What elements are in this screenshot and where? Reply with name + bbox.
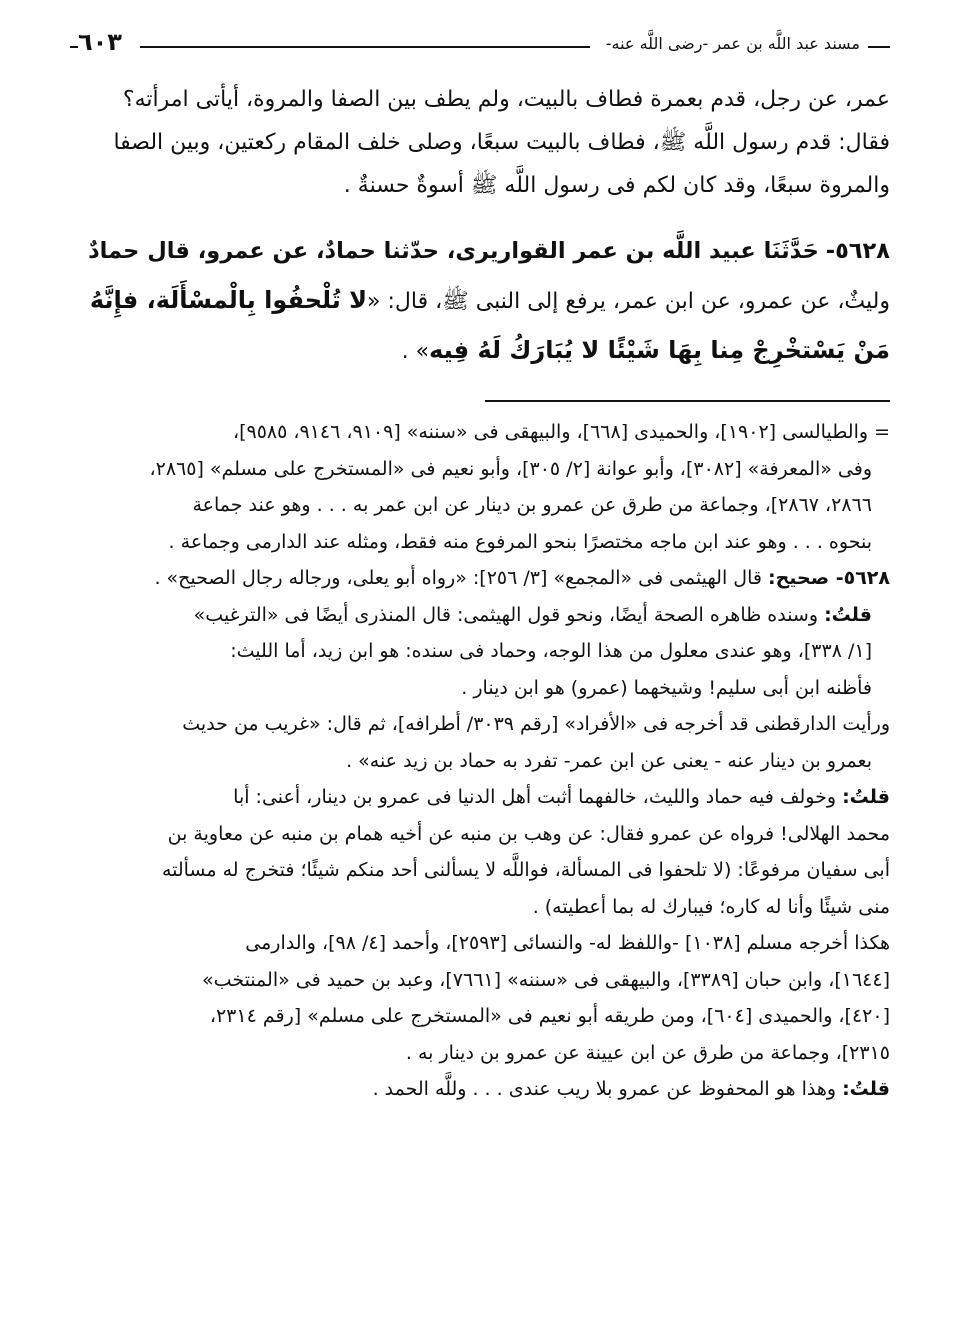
header-title: مسند عبد اللَّه بن عمر -رضى اللَّه عنه- — [605, 34, 860, 53]
para1-text-1: وسنده ظاهره الصحة أيضًا، ونحو قول الهيثمى: قال المنذرى أيضًا فى «الترغيب» — [193, 603, 825, 626]
page-number-dash — [70, 46, 78, 48]
para3-text-1: وخولف فيه حماد والليث، خالفهما أثبت أهل الدنيا فى عمرو بن دينار، أعنى: أبا — [233, 786, 843, 808]
hadith-number: ٥٦٢٨- — [825, 238, 890, 264]
para1-line-1 — [70, 597, 890, 634]
para1-line-2: [١/ ٣٣٨]، وهو عندى معلول من هذا الوجه، وحماد فى سنده: هو ابن زيد، أما الليث: — [230, 640, 872, 662]
sahih-label: ٥٦٢٨- صحيح: — [768, 567, 890, 589]
para4-line-4: ٢٣١٥]، وجماعة من طرق عن ابن عيينة عن عمرو بن دينار به . — [405, 1041, 890, 1064]
para4-line-2: [١٦٤٤]، وابن حبان [٣٣٨٩]، والبيهقى فى «سننه» [٧٦٦١]، وعبد بن حميد فى «المنتخب» — [202, 968, 890, 991]
footnotes — [70, 414, 890, 1108]
hadith-line-1 — [70, 227, 890, 276]
para2-line-2: بعمرو بن دينار عنه - يعنى عن ابن عمر- تفرد به حماد بن زيد عنه» . — [346, 749, 872, 772]
para1-line-3: فأظنه ابن أبى سليم! وشيخهما (عمرو) هو ابن دينار . — [461, 676, 872, 699]
para4-line-1: هكذا أخرجه مسلم [١٠٣٨] -واللفظ له- والنسائى [٢٥٩٣]، وأحمد [٤/ ٩٨]، والدارمى — [245, 932, 890, 954]
note-line-2: وفى «المعرفة» [٣٠٨٢]، وأبو عوانة [٢/ ٣٠٥]، وأبو نعيم فى «المستخرج على مسلم» [٢٨٦٥، — [149, 457, 872, 480]
main-text — [70, 78, 890, 207]
qultu-label-3: قلتُ: — [842, 1078, 890, 1100]
running-header — [70, 28, 890, 68]
footnote-divider — [485, 400, 890, 402]
hadith-line-2 — [70, 276, 890, 326]
qultu-label-1: قلتُ: — [824, 603, 872, 626]
final-line — [70, 1071, 890, 1108]
hadith-line-2-text: وليثٌ، عن عمرو، عن ابن عمر، يرفع إلى النبى ﷺ، قال: « — [367, 289, 890, 314]
sahih-line — [70, 560, 890, 597]
hadith-matn-end: مَنْ يَسْتخْرِجْ مِنا بِهَا شَيْئًا لا يُبَارَكُ لَهُ فِيه — [429, 336, 890, 364]
page-number: ٦٠٣ — [78, 28, 122, 56]
para3-line-4: منى شيئًا وأنا له كاره؛ فيبارك له بما أعطيته) . — [532, 895, 890, 918]
header-rule-right — [868, 46, 890, 48]
page — [70, 28, 890, 1108]
header-rule — [140, 46, 590, 48]
main-line-3: والمروة سبعًا، وقد كان لكم فى رسول اللَّه ﷺ أسوةٌ حسنةٌ . — [343, 173, 890, 198]
hadith-close: » . — [401, 339, 430, 364]
main-line-2: فقال: قدم رسول اللَّه ﷺ، فطاف بالبيت سبعًا، وصلى خلف المقام ركعتين، وبين الصفا — [113, 130, 890, 155]
qultu-label-2: قلتُ: — [842, 786, 890, 808]
para4-line-3: [٤٢٠]، والحميدى [٦٠٤]، ومن طريقه أبو نعيم فى «المستخرج على مسلم» [رقم ٢٣١٤، — [209, 1005, 890, 1027]
note-line-3: ٢٨٦٦، ٢٨٦٧]، وجماعة من طرق عن عمرو بن دينار عن ابن عمر به . . . وهو عند جماعة — [192, 494, 872, 516]
note-line-4: بنحوه . . . وهو عند ابن ماجه مختصرًا بنحو المرفوع منه فقط، ومثله عند الدارمى وجماعة . — [168, 530, 872, 553]
para3-line-1 — [70, 779, 890, 816]
sahih-text: قال الهيثمى فى «المجمع» [٣/ ٢٥٦]: «رواه أبو يعلى، ورجاله رجال الصحيح» . — [154, 567, 768, 589]
hadith-matn-start: لا تُلْحفُوا بِالْمسْأَلَة، فإِنَّهُ — [89, 286, 368, 314]
main-line-1: عمر، عن رجل، قدم بعمرة فطاف بالبيت، ولم يطف بين الصفا والمروة، أيأتى امرأته؟ — [122, 87, 890, 112]
para3-line-3: أبى سفيان مرفوعًا: (لا تلحفوا فى المسألة، فواللَّه لا يسألنى أحد منكم شيئًا؛ فتخرج له مسألته — [161, 859, 890, 881]
hadith-block — [70, 227, 890, 376]
final-text: وهذا هو المحفوظ عن عمرو بلا ريب عندى . . . وللَّه الحمد . — [372, 1078, 843, 1100]
para2-line-1: ورأيت الدارقطنى قد أخرجه فى «الأفراد» [رقم ٣٠٣٩/ أطرافه]، ثم قال: «غريب من حديث — [182, 713, 890, 735]
note-line-1: = والطيالسى [١٩٠٢]، والحميدى [٦٦٨]، والبيهقى فى «سننه» [٩١٠٩، ٩١٤٦، ٩٥٨٥]، — [232, 421, 890, 443]
hadith-isnad-start: حَدَّثَنَا عبيد اللَّه بن عمر القواريرى، حدّثنا حمادٌ، عن عمرو، قال حمادٌ — [88, 238, 819, 264]
hadith-line-3 — [70, 326, 890, 376]
para3-line-2: محمد الهلالى! فرواه عن عمرو فقال: عن وهب بن منبه عن أخيه همام بن منبه عن معاوية بن — [167, 822, 890, 845]
